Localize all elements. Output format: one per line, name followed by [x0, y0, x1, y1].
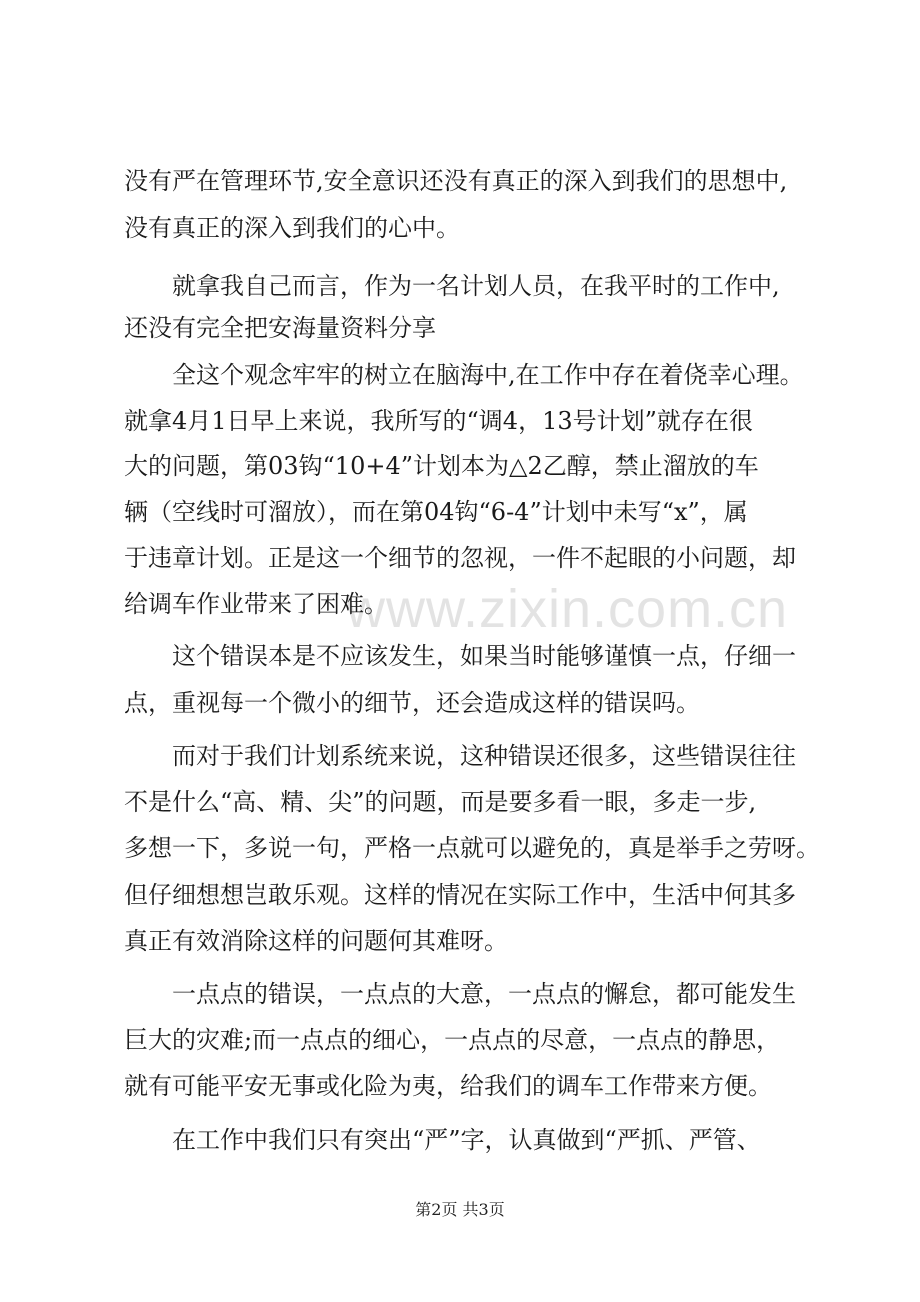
- text-line: 给调车作业带来了困难。: [124, 590, 388, 618]
- watermark: www.zixin.com.cn: [346, 579, 789, 639]
- text-line: 而对于我们计划系统来说，这种错误还很多，这些错误往往: [172, 742, 796, 770]
- text-line: 但仔细想想岂敢乐观。这样的情况在实际工作中，生活中何其多: [124, 881, 796, 909]
- text-line: 巨大的灾难;而一点点的细心，一点点的尽意，一点点的静思，: [124, 1026, 781, 1054]
- text-line: 全这个观念牢牢的树立在脑海中,在工作中存在着侥幸心理。: [172, 361, 804, 389]
- text-line: 于违章计划。正是这一个细节的忽视，一件不起眼的小问题，却: [124, 544, 796, 572]
- text-line: 真正有效消除这样的问题何其难呀。: [124, 927, 508, 955]
- text-line: 没有严在管理环节,安全意识还没有真正的深入到我们的思想中,: [124, 167, 788, 195]
- text-line: 不是什么“高、精、尖”的问题，而是要多看一眼，多走一步,: [124, 788, 757, 816]
- text-line: 就有可能平安无事或化险为夷，给我们的调车工作带来方便。: [124, 1072, 772, 1100]
- text-line: 这个错误本是不应该发生，如果当时能够谨慎一点，仔细一: [172, 642, 796, 670]
- text-line: 点，重视每一个微小的细节，还会造成这样的错误吗。: [124, 689, 700, 717]
- text-line: 大的问题，第03钩“10+4”计划本为△2乙醇，禁止溜放的车: [124, 452, 759, 480]
- text-line: 就拿4月1日早上来说，我所写的“调4，13号计划”就存在很: [124, 407, 753, 435]
- text-line: 还没有完全把安海量资料分享: [124, 314, 436, 342]
- page-footer: 第2页 共3页: [415, 1200, 505, 1219]
- text-line: 辆（空线时可溜放），而在第04钩“6-4”计划中未写“x”，属: [124, 498, 748, 526]
- text-line: 多想一下，多说一句，严格一点就可以避免的，真是举手之劳呀。: [124, 834, 820, 862]
- text-line: 在工作中我们只有突出“严”字，认真做到“严抓、严管、: [172, 1126, 761, 1154]
- text-line: 没有真正的深入到我们的心中。: [124, 214, 460, 242]
- text-line: 一点点的错误，一点点的大意，一点点的懈怠，都可能发生: [172, 980, 796, 1008]
- text-line: 就拿我自己而言，作为一名计划人员，在我平时的工作中,: [172, 272, 780, 300]
